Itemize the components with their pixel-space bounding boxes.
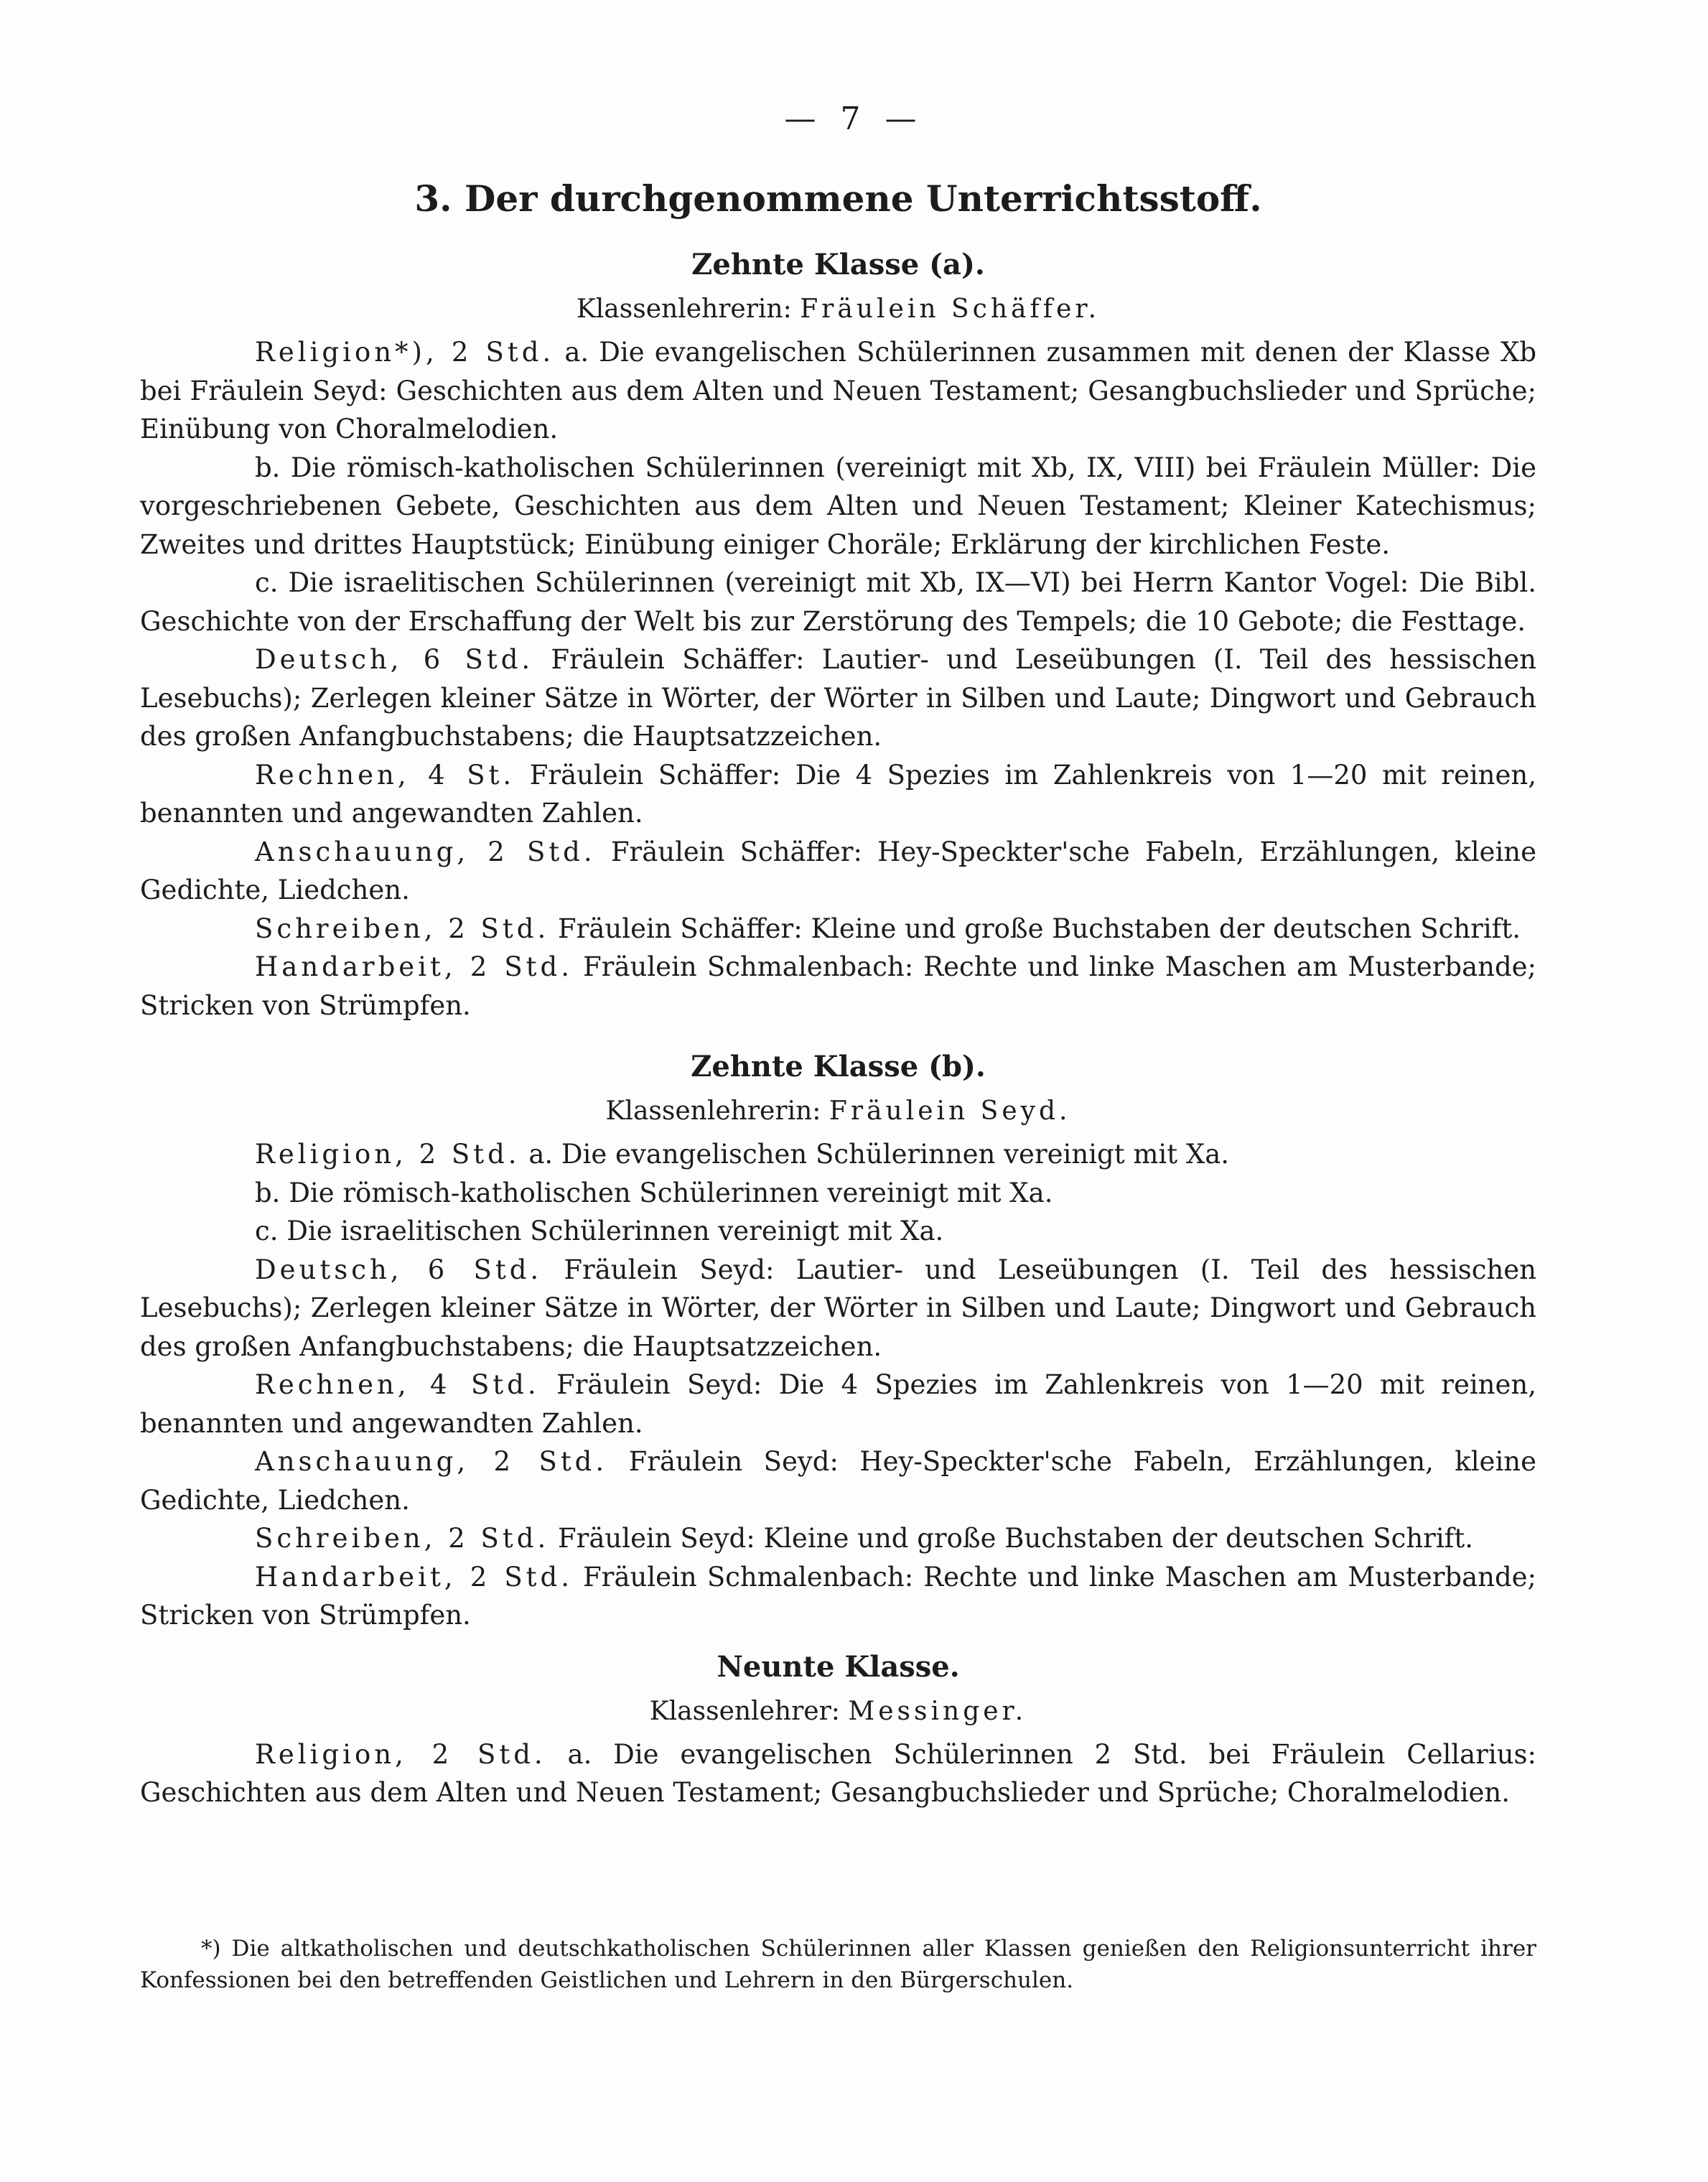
subject-label: Religion, 2 Std. xyxy=(255,1738,546,1770)
paragraph-text: b. Die römisch-katholischen Schülerinnen (vereinigt mit Xb, IX, VIII) bei Fräulein Müller: Die vorgeschriebenen Gebete, Geschichten aus dem Alten und Neuen Testament; Kleiner Katechismus; Zweites und drittes Hauptstück; Einübung einiger Choräle; Erklärung der kirchlichen Feste. xyxy=(140,452,1536,560)
paragraph-text: Fräulein Seyd: Kleine und große Buchstaben der deutschen Schrift. xyxy=(557,1523,1474,1554)
subject-paragraph xyxy=(140,1519,1536,1558)
subject-paragraph xyxy=(140,564,1536,640)
section-heading: Zehnte Klasse (b). xyxy=(691,1050,986,1083)
subject-paragraph xyxy=(140,833,1536,910)
subject-label: Anschauung, 2 Std. xyxy=(255,836,596,867)
class-teacher xyxy=(140,1088,1536,1135)
subject-label: Schreiben, 2 Std. xyxy=(255,913,550,944)
teacher-label: Klassenlehrerin: xyxy=(576,294,792,324)
subject-label: Religion, 2 Std. xyxy=(255,1139,521,1170)
page-title: 3. Der durchgenommene Unterrichtsstoff. xyxy=(414,177,1262,220)
section-heading: Zehnte Klasse (a). xyxy=(691,248,985,281)
subject-paragraph xyxy=(140,1135,1536,1174)
subject-label: Handarbeit, 2 Std. xyxy=(255,1561,573,1593)
paragraph-text: Fräulein Seyd: Lautier- und Leseübungen (I. Teil des hessischen Lesebuchs); Zerlegen kleiner Sätze in Wörter, der Wörter in Silben und Laute; Dingwort und Gebrauch des großen Anfangbuchstabens; die Hauptsatzzeichen. xyxy=(140,1254,1536,1362)
subject-label: Schreiben, 2 Std. xyxy=(255,1523,550,1554)
subject-paragraph xyxy=(140,1366,1536,1442)
subject-paragraph xyxy=(140,756,1536,833)
teacher-label: Klassenlehrer: xyxy=(649,1696,840,1726)
paragraph-text: Fräulein Schäffer: Die 4 Spezies im Zahlenkreis von 1—20 mit reinen, benannten und angewandten Zahlen. xyxy=(140,759,1536,829)
subject-label: Deutsch, 6 Std. xyxy=(255,644,534,675)
class-teacher xyxy=(140,286,1536,333)
section-heading: Neunte Klasse. xyxy=(717,1649,960,1684)
subject-label: Religion*), 2 Std. xyxy=(255,337,555,368)
subject-label: Rechnen, 4 Std. xyxy=(255,1369,540,1400)
paragraph-text: Fräulein Schmalenbach: Rechte und linke Maschen am Musterbande; Stricken von Strümpfen. xyxy=(140,951,1537,1021)
spacer xyxy=(140,1025,1536,1046)
paragraph-text: Fräulein Schmalenbach: Rechte und linke Maschen am Musterbande; Stricken von Strümpfen. xyxy=(140,1561,1537,1631)
footnote: *) Die altkatholischen und deutschkatholischen Schülerinnen aller Klassen genießen den Religionsunterricht ihrer Konfessionen bei den betreffenden Geistlichen und Lehrern in den Bürgerschulen. xyxy=(140,1936,1536,1993)
subject-paragraph xyxy=(140,333,1536,449)
teacher-name: Fräulein Schäffer. xyxy=(800,294,1101,324)
subject-paragraph xyxy=(140,1212,1536,1251)
paragraph-text: a. Die evangelischen Schülerinnen 2 Std. bei Fräulein Cellarius: Geschichten aus dem Alten und Neuen Testament; Gesangbuchslieder und Sprüche; Choralmelodien. xyxy=(140,1738,1536,1808)
subject-label: Deutsch, 6 Std. xyxy=(255,1254,543,1285)
subject-paragraph xyxy=(140,1442,1536,1519)
paragraph-text: Fräulein Seyd: Die 4 Spezies im Zahlenkreis von 1—20 mit reinen, benannten und angewandten Zahlen. xyxy=(140,1369,1536,1439)
subject-paragraph xyxy=(140,948,1536,1025)
paragraph-text: Fräulein Schäffer: Kleine und große Buchstaben der deutschen Schrift. xyxy=(557,913,1521,944)
subject-paragraph xyxy=(140,1174,1536,1213)
subject-label: Rechnen, 4 St. xyxy=(255,759,515,791)
paragraph-text: b. Die römisch-katholischen Schülerinnen vereinigt mit Xa. xyxy=(255,1177,1053,1208)
class-teacher xyxy=(140,1688,1536,1735)
subject-paragraph xyxy=(140,1735,1536,1812)
subject-paragraph xyxy=(140,910,1536,948)
paragraph-text: Fräulein Schäffer: Hey-Speckter'sche Fabeln, Erzählungen, kleine Gedichte, Liedchen. xyxy=(140,836,1537,905)
paragraph-text: c. Die israelitischen Schülerinnen vereinigt mit Xa. xyxy=(255,1216,944,1246)
spacer xyxy=(140,1635,1536,1646)
teacher-name: Fräulein Seyd. xyxy=(829,1096,1071,1126)
paragraph-text: c. Die israelitischen Schülerinnen (vereinigt mit Xb, IX—VI) bei Herrn Kantor Vogel: Die Bibl. Geschichte von der Erschaffung der Welt bis zur Zerstörung des Tempels; die 10 Gebote; die Festtage. xyxy=(140,567,1536,637)
subject-paragraph xyxy=(140,640,1536,756)
paragraph-text: a. Die evangelischen Schülerinnen zusammen mit denen der Klasse Xb bei Fräulein Seyd: Geschichten aus dem Alten und Neuen Testament; Gesangbuchslieder und Sprüche; Einübung von Choralmelodien. xyxy=(140,337,1537,444)
subject-paragraph xyxy=(140,449,1536,564)
page-body xyxy=(140,174,1536,1812)
subject-label: Anschauung, 2 Std. xyxy=(255,1446,608,1477)
teacher-name: Messinger. xyxy=(848,1696,1027,1726)
page-number: — 7 — xyxy=(784,101,924,137)
paragraph-text: Fräulein Schäffer: Lautier- und Leseübungen (I. Teil des hessischen Lesebuchs); Zerlegen kleiner Sätze in Wörter, der Wörter in Silben und Laute; Dingwort und Gebrauch des großen Anfangbuchstabens; die Hauptsatzzeichen. xyxy=(140,644,1536,752)
subject-paragraph xyxy=(140,1251,1536,1366)
teacher-label: Klassenlehrerin: xyxy=(605,1096,821,1126)
subject-label: Handarbeit, 2 Std. xyxy=(255,951,573,982)
subject-paragraph xyxy=(140,1558,1536,1635)
paragraph-text: a. Die evangelischen Schülerinnen vereinigt mit Xa. xyxy=(528,1139,1230,1170)
paragraph-text: Fräulein Seyd: Hey-Speckter'sche Fabeln, Erzählungen, kleine Gedichte, Liedchen. xyxy=(140,1446,1537,1516)
